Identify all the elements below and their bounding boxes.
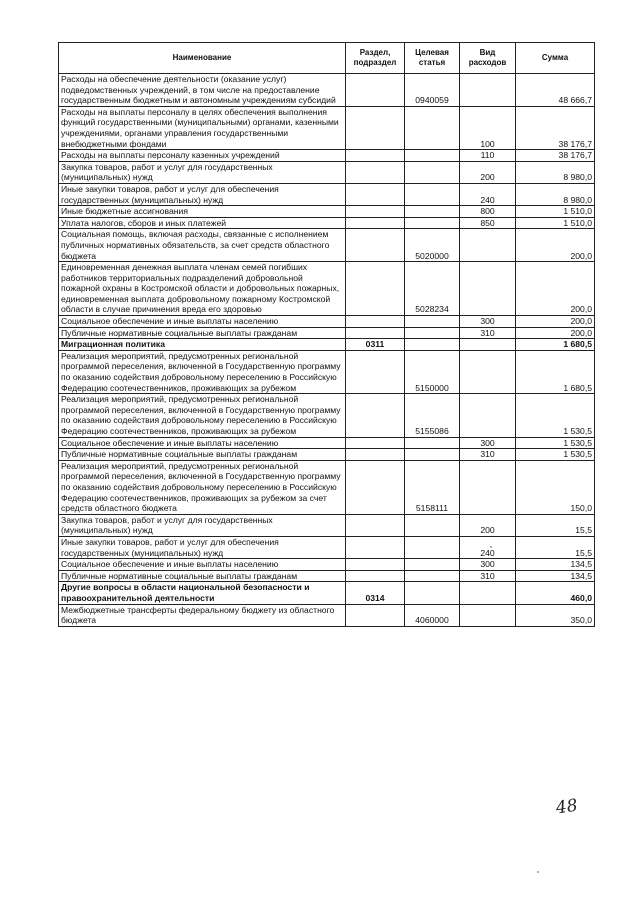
budget-page <box>58 42 594 627</box>
cell-target <box>405 106 460 149</box>
cell-target: 5020000 <box>405 229 460 262</box>
cell-sum: 8 980,0 <box>516 183 595 205</box>
table-row <box>59 206 595 218</box>
cell-target <box>405 559 460 571</box>
cell-kind: 300 <box>460 559 516 571</box>
table-row <box>59 229 595 262</box>
cell-sum: 1 530,5 <box>516 437 595 449</box>
cell-target <box>405 570 460 582</box>
cell-section: 0311 <box>346 339 405 351</box>
table-header <box>59 43 595 74</box>
cell-section <box>346 460 405 514</box>
cell-target: 5158111 <box>405 460 460 514</box>
cell-section <box>346 229 405 262</box>
cell-kind <box>460 74 516 107</box>
cell-name: Межбюджетные трансферты федеральному бюджету из областного бюджета <box>59 604 346 626</box>
cell-section <box>346 536 405 558</box>
table-row <box>59 570 595 582</box>
cell-kind: 800 <box>460 206 516 218</box>
cell-section <box>346 437 405 449</box>
cell-kind: 310 <box>460 449 516 461</box>
cell-sum: 15,5 <box>516 514 595 536</box>
cell-name: Иные закупки товаров, работ и услуг для обеспечения государственных (муниципальных) нужд <box>59 536 346 558</box>
cell-name: Единовременная денежная выплата членам семей погибших работников территориальных подразделений добровольной пожарной охраны в Костромской области и добровольных пожарных, единовременная выплата добровольному пожарному Костромской области в случае причинения вреда его здоровью <box>59 262 346 316</box>
cell-sum: 150,0 <box>516 460 595 514</box>
cell-kind <box>460 460 516 514</box>
cell-kind <box>460 394 516 437</box>
cell-target <box>405 316 460 328</box>
cell-section <box>346 394 405 437</box>
cell-target <box>405 582 460 604</box>
cell-name: Иные закупки товаров, работ и услуг для обеспечения государственных (муниципальных) нужд <box>59 183 346 205</box>
cell-name: Социальное обеспечение и иные выплаты населению <box>59 437 346 449</box>
cell-kind: 100 <box>460 106 516 149</box>
cell-section <box>346 449 405 461</box>
header-row <box>59 43 595 74</box>
table-row <box>59 350 595 393</box>
cell-sum: 1 530,5 <box>516 449 595 461</box>
cell-section <box>346 559 405 571</box>
header-name: Наименование <box>59 43 346 74</box>
cell-name: Социальная помощь, включая расходы, связанные с исполнением публичных нормативных обязательств, за счет средств областного бюджета <box>59 229 346 262</box>
cell-sum: 1 680,5 <box>516 339 595 351</box>
cell-name: Реализация мероприятий, предусмотренных региональной программой переселения, включенной в Государственную программу по оказанию содействия добровольному переселению в Российскую Федерацию соотечественников, проживающих за рубежом <box>59 350 346 393</box>
cell-sum: 200,0 <box>516 229 595 262</box>
table-row <box>59 183 595 205</box>
cell-target: 5028234 <box>405 262 460 316</box>
cell-sum: 8 980,0 <box>516 161 595 183</box>
cell-name: Расходы на выплаты персоналу в целях обеспечения выполнения функций государственными (муниципальными) органами, казенными учреждениями, органами управления государственными внебюджетными фондами <box>59 106 346 149</box>
table-row <box>59 536 595 558</box>
cell-section <box>346 570 405 582</box>
cell-kind: 310 <box>460 570 516 582</box>
cell-name: Закупка товаров, работ и услуг для государственных (муниципальных) нужд <box>59 514 346 536</box>
cell-target <box>405 217 460 229</box>
cell-target <box>405 449 460 461</box>
cell-name: Другие вопросы в области национальной безопасности и правоохранительной деятельности <box>59 582 346 604</box>
cell-name: Уплата налогов, сборов и иных платежей <box>59 217 346 229</box>
cell-name: Реализация мероприятий, предусмотренных региональной программой переселения, включенной в Государственную программу по оказанию содействия добровольному переселению в Российскую Федерацию соотечественников, проживающих за рубежом <box>59 394 346 437</box>
cell-kind: 850 <box>460 217 516 229</box>
cell-sum: 350,0 <box>516 604 595 626</box>
cell-name: Расходы на обеспечение деятельности (оказание услуг) подведомственных учреждений, в том числе на предоставление государственным бюджетным и автономным учреждениям субсидий <box>59 74 346 107</box>
cell-section <box>346 604 405 626</box>
table-row <box>59 437 595 449</box>
cell-section <box>346 327 405 339</box>
table-row <box>59 514 595 536</box>
cell-section <box>346 183 405 205</box>
table-row <box>59 449 595 461</box>
cell-sum: 200,0 <box>516 262 595 316</box>
cell-kind <box>460 604 516 626</box>
cell-section <box>346 206 405 218</box>
cell-target <box>405 150 460 162</box>
cell-name: Публичные нормативные социальные выплаты гражданам <box>59 449 346 461</box>
cell-kind: 240 <box>460 536 516 558</box>
cell-sum: 460,0 <box>516 582 595 604</box>
cell-section <box>346 316 405 328</box>
cell-name: Миграционная политика <box>59 339 346 351</box>
cell-name: Расходы на выплаты персоналу казенных учреждений <box>59 150 346 162</box>
table-row <box>59 559 595 571</box>
cell-target <box>405 206 460 218</box>
cell-target <box>405 536 460 558</box>
table-row <box>59 161 595 183</box>
cell-name: Иные бюджетные ассигнования <box>59 206 346 218</box>
cell-target <box>405 514 460 536</box>
cell-target <box>405 183 460 205</box>
cell-section <box>346 217 405 229</box>
table-row <box>59 74 595 107</box>
cell-target: 4060000 <box>405 604 460 626</box>
table-row-section <box>59 582 595 604</box>
header-kind: Вид расходов <box>460 43 516 74</box>
cell-name: Публичные нормативные социальные выплаты гражданам <box>59 327 346 339</box>
header-section: Раздел, подраздел <box>346 43 405 74</box>
cell-kind: 110 <box>460 150 516 162</box>
header-sum: Сумма <box>516 43 595 74</box>
cell-kind <box>460 350 516 393</box>
table-row <box>59 316 595 328</box>
header-target: Целевая статья <box>405 43 460 74</box>
cell-sum: 134,5 <box>516 559 595 571</box>
cell-section <box>346 161 405 183</box>
table-row <box>59 106 595 149</box>
cell-section <box>346 74 405 107</box>
cell-section: 0314 <box>346 582 405 604</box>
cell-kind: 300 <box>460 437 516 449</box>
cell-target: 5155086 <box>405 394 460 437</box>
cell-sum: 15,5 <box>516 536 595 558</box>
table-row <box>59 327 595 339</box>
cell-section <box>346 150 405 162</box>
cell-target <box>405 327 460 339</box>
cell-kind: 310 <box>460 327 516 339</box>
cell-sum: 38 176,7 <box>516 106 595 149</box>
cell-target: 0940059 <box>405 74 460 107</box>
table-body <box>59 74 595 627</box>
cell-section <box>346 106 405 149</box>
budget-table <box>58 42 595 627</box>
cell-section <box>346 514 405 536</box>
cell-target: 5150000 <box>405 350 460 393</box>
scan-speck <box>537 871 539 873</box>
table-row <box>59 460 595 514</box>
cell-target <box>405 437 460 449</box>
table-row <box>59 394 595 437</box>
cell-sum: 134,5 <box>516 570 595 582</box>
cell-kind: 300 <box>460 316 516 328</box>
cell-target <box>405 161 460 183</box>
page-number: 48 <box>554 795 579 819</box>
cell-sum: 1 680,5 <box>516 350 595 393</box>
cell-kind: 200 <box>460 161 516 183</box>
cell-sum: 48 666,7 <box>516 74 595 107</box>
cell-sum: 1 530,5 <box>516 394 595 437</box>
cell-kind <box>460 582 516 604</box>
cell-name: Публичные нормативные социальные выплаты гражданам <box>59 570 346 582</box>
cell-section <box>346 262 405 316</box>
cell-name: Реализация мероприятий, предусмотренных региональной программой переселения, включенной в Государственную программу по оказанию содействия добровольному переселению в Российскую Федерацию соотечественников, проживающих за рубежом за счет средств областного бюджета <box>59 460 346 514</box>
cell-kind <box>460 229 516 262</box>
scan-speck <box>490 546 492 548</box>
cell-kind <box>460 339 516 351</box>
table-row <box>59 217 595 229</box>
cell-sum: 200,0 <box>516 316 595 328</box>
cell-sum: 1 510,0 <box>516 217 595 229</box>
cell-target <box>405 339 460 351</box>
table-row <box>59 262 595 316</box>
table-row-section <box>59 339 595 351</box>
cell-sum: 200,0 <box>516 327 595 339</box>
cell-name: Закупка товаров, работ и услуг для государственных (муниципальных) нужд <box>59 161 346 183</box>
cell-sum: 38 176,7 <box>516 150 595 162</box>
cell-kind: 240 <box>460 183 516 205</box>
cell-sum: 1 510,0 <box>516 206 595 218</box>
cell-kind <box>460 262 516 316</box>
table-row <box>59 150 595 162</box>
cell-section <box>346 350 405 393</box>
cell-name: Социальное обеспечение и иные выплаты населению <box>59 559 346 571</box>
table-row <box>59 604 595 626</box>
cell-name: Социальное обеспечение и иные выплаты населению <box>59 316 346 328</box>
cell-kind: 200 <box>460 514 516 536</box>
